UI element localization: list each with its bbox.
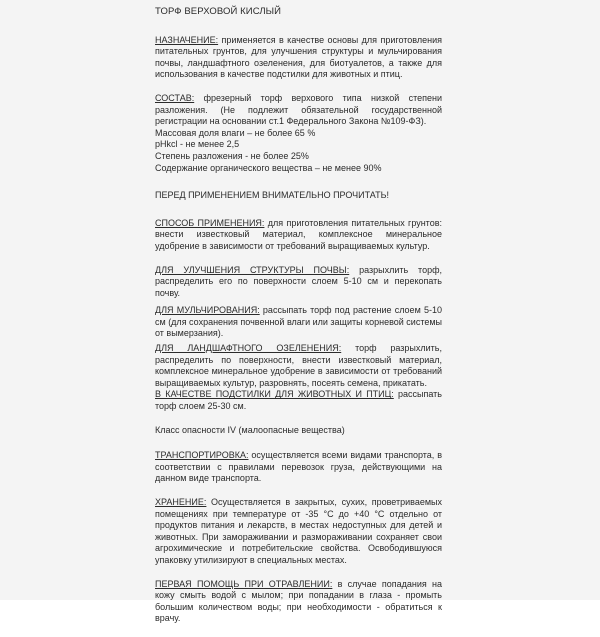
organic-matter-line: Содержание органического вещества – не менее 90% (155, 162, 382, 173)
ph-line: pHkcl - не менее 2,5 (155, 139, 240, 150)
hazard-class: Класс опасности IV (малоопасные вещества) (155, 424, 345, 435)
storage-heading: ХРАНЕНИЕ: (155, 497, 207, 507)
transport-section (155, 450, 442, 485)
firstaid-heading: ПЕРВАЯ ПОМОЩЬ ПРИ ОТРАВЛЕНИИ: (155, 578, 333, 589)
method-section (155, 218, 442, 253)
decomposition-line: Степень разложения - не более 25% (155, 150, 309, 161)
storage-text: Осуществляется в закрытых, сухих, проветриваемых помещениях при температуре от -35 °С до +40 °С отдельно от продуктов питания и лекарств, в местах недоступных для детей и животных. При замораживании и размораживании сохраняет свои агрохимические и потребительские свойства. Освободившуюся упаковку утилизируют в специальных местах. (155, 497, 442, 565)
mulch-heading: ДЛЯ МУЛЬЧИРОВАНИЯ: (155, 305, 260, 316)
product-title: ТОРФ ВЕРХОВОЙ КИСЛЫЙ (155, 6, 282, 17)
label-text-column (155, 6, 442, 637)
mulch-text: рассыпать торф под растение слоем 5-10 см (для сохранения почвенной влаги или защиты корневой системы от вымерзания). (155, 305, 443, 339)
structure-text: разрыхлить торф, распределить его по поверхности слоем 5-10 см и перекопать почву. (155, 264, 442, 298)
purpose-heading: НАЗНАЧЕНИЕ: (155, 34, 219, 45)
method-text: для приготовления питательных грунтов: внести известковый материал, комплексное минеральное удобрение в зависимости от требований выращиваемых культур. (155, 217, 442, 251)
structure-heading: ДЛЯ УЛУЧШЕНИЯ СТРУКТУРЫ ПОЧВЫ: (155, 264, 350, 275)
firstaid-text: в случае попадания на кожу смыть водой с мылом; при попадании в глаза - промыть большим количеством воды; при необходимости - обратиться к врачу. (155, 578, 442, 624)
warning-line: ПЕРЕД ПРИМЕНЕНИЕМ ВНИМАТЕЛЬНО ПРОЧИТАТЬ! (155, 190, 390, 201)
purpose-section (155, 35, 442, 81)
moisture-line: Массовая доля влаги – не более 65 % (155, 127, 316, 138)
transport-heading: ТРАНСПОРТИРОВКА: (155, 450, 249, 461)
transport-text: осуществляется всеми видами транспорта, в соответствии с правилами перевозок груза, действующими на данном виде транспорта. (155, 450, 442, 484)
bedding-heading: В КАЧЕСТВЕ ПОДСТИЛКИ ДЛЯ ЖИВОТНЫХ И ПТИЦ: (155, 389, 394, 400)
composition-heading: СОСТАВ: (155, 92, 195, 103)
composition-section (155, 93, 442, 174)
bedding-section (155, 389, 442, 412)
purpose-text: применяется в качестве основы для приготовления питательных грунтов, для улучшения структуры и мульчирования почвы, ландшафтного озеленения, для биотуалетов, а также для использования в качестве подстилки для животных и птиц. (155, 34, 442, 80)
landscape-text: торф разрыхлить, распределить по поверхности, внести известковый материал, комплексное минеральное удобрение в зависимости от требований выращиваемых культур, разровнять, посеять семена, прикатать. (155, 343, 442, 388)
bedding-text: рассыпать торф слоем 25-30 см. (155, 389, 442, 412)
firstaid-section (155, 579, 442, 625)
mulch-section (155, 305, 442, 340)
method-heading: СПОСОБ ПРИМЕНЕНИЯ: (155, 217, 265, 228)
structure-section (155, 265, 442, 300)
composition-text: фрезерный торф верхового типа низкой степени разложения. (Не подлежит обязательной государственной регистрации на основании ст.1 Федерального Закона №109-ФЗ). (155, 92, 442, 127)
landscape-section (155, 343, 442, 389)
storage-section (155, 497, 442, 567)
landscape-heading: ДЛЯ ЛАНДШАФТНОГО ОЗЕЛЕНЕНИЯ: (155, 343, 342, 354)
